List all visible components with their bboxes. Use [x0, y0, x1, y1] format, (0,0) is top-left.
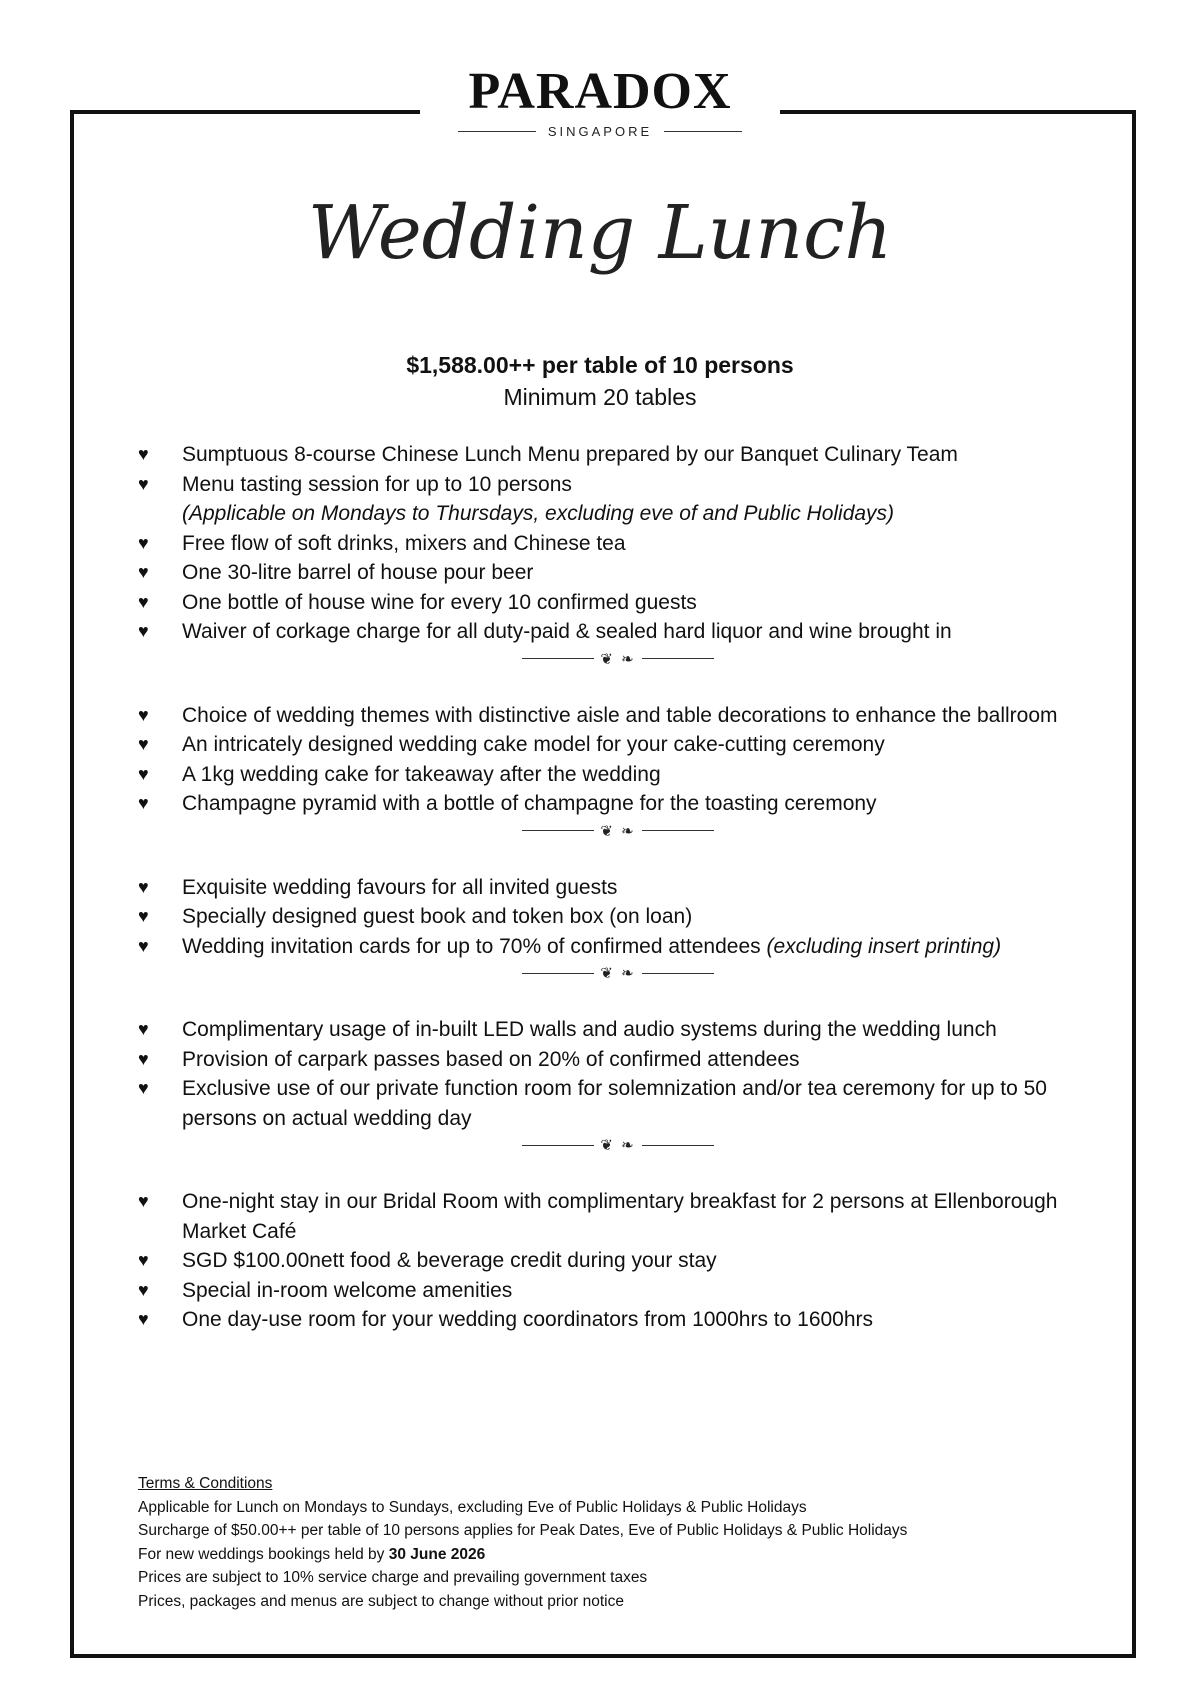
list-item-text: Choice of wedding themes with distinctive aisle and table decorations to enhance the ballroom [182, 703, 1058, 727]
list-item-text: Sumptuous 8-course Chinese Lunch Menu prepared by our Banquet Culinary Team [182, 443, 958, 466]
divider-rule [522, 973, 594, 974]
heart-bullet-icon: ♥ [138, 704, 149, 725]
list-item [138, 1187, 1098, 1246]
divider-rule [642, 658, 714, 659]
brand-logo [420, 62, 780, 139]
list-item [138, 470, 1098, 529]
list-item-text: Provision of carpark passes based on 20% of confirmed attendees [182, 1047, 800, 1071]
list-item [138, 760, 1098, 790]
list-item-text: One day-use room for your wedding coordinators from 1000hrs to 1600hrs [182, 1308, 874, 1331]
flourish-icon: ❦ ❧ [600, 1137, 636, 1154]
list-item [138, 558, 1098, 588]
brand-rule-left [458, 131, 536, 132]
section-gap [138, 843, 1098, 873]
ornament-divider [138, 647, 1098, 671]
ornament-divider [138, 1133, 1098, 1157]
terms-heading: Terms & Conditions [138, 1475, 273, 1492]
list-item-text: Complimentary usage of in-built LED walls and audio systems during the wedding lunch [182, 1018, 997, 1041]
section-gap [138, 985, 1098, 1015]
heart-bullet-icon: ♥ [138, 876, 149, 897]
list-item-text: Waiver of corkage charge for all duty-paid & sealed hard liquor and wine brought in [182, 620, 952, 643]
list-item-text: Champagne pyramid with a bottle of champagne for the toasting ceremony [182, 792, 877, 815]
inclusions-section [138, 873, 1098, 962]
terms-line [138, 1543, 1038, 1567]
list-item-text: One bottle of house wine for every 10 confirmed guests [182, 590, 697, 614]
heart-bullet-icon: ♥ [138, 1309, 149, 1329]
section-gap [138, 671, 1098, 701]
terms-line: Prices are subject to 10% service charge and prevailing government taxes [138, 1569, 648, 1586]
list-item-text: A 1kg wedding cake for takeaway after the wedding [182, 762, 661, 786]
terms-booking-prefix: For new weddings bookings held by [138, 1545, 389, 1563]
minimum-tables: Minimum 20 tables [503, 384, 697, 410]
list-item-text: Wedding invitation cards for up to 70% of confirmed attendees [182, 934, 767, 958]
inclusions-section [138, 701, 1098, 819]
divider-rule [642, 973, 714, 974]
flourish-icon: ❦ ❧ [600, 650, 636, 668]
list-item-text: Exquisite wedding favours for all invited guests [182, 875, 618, 899]
heart-bullet-icon: ♥ [138, 793, 149, 813]
divider-rule [642, 830, 714, 831]
list-item [138, 1276, 1098, 1306]
list-item-text: Menu tasting session for up to 10 persons [182, 472, 572, 496]
brand-rule-right [664, 131, 742, 132]
list-item [138, 789, 1098, 819]
list-item [138, 873, 1098, 903]
brand-subline [420, 124, 780, 139]
list-item [138, 1074, 1098, 1133]
list-item [138, 1015, 1098, 1045]
heart-bullet-icon: ♥ [138, 562, 149, 582]
heart-bullet-icon: ♥ [138, 444, 149, 464]
list-item-note: (Applicable on Mondays to Thursdays, excluding eve of and Public Holidays) [182, 502, 895, 525]
page-title: Wedding Lunch [307, 190, 893, 276]
inclusions-items [138, 1015, 1098, 1133]
package-price: $1,588.00++ per table of 10 persons [406, 352, 794, 378]
list-item-text: One-night stay in our Bridal Room with complimentary breakfast for 2 persons at Ellenborough Market Café [182, 1190, 1058, 1243]
list-item [138, 617, 1098, 647]
inclusions-list [138, 440, 1098, 1335]
list-item [138, 529, 1098, 559]
inclusions-items [138, 701, 1098, 819]
heart-bullet-icon: ♥ [138, 1078, 149, 1098]
terms-booking-date: 30 June 2026 [388, 1545, 486, 1563]
heart-bullet-icon: ♥ [138, 532, 149, 553]
list-item-note: (excluding insert printing) [766, 934, 1002, 958]
section-gap [138, 1157, 1098, 1187]
heart-bullet-icon: ♥ [138, 935, 149, 956]
heart-bullet-icon: ♥ [138, 473, 149, 494]
flourish-icon: ❦ ❧ [600, 965, 636, 982]
list-item [138, 730, 1098, 760]
heart-bullet-icon: ♥ [138, 1250, 149, 1270]
heart-bullet-icon: ♥ [138, 1019, 149, 1039]
list-item [138, 588, 1098, 618]
heart-bullet-icon: ♥ [138, 734, 149, 754]
list-item [138, 932, 1098, 962]
inclusions-section [138, 1015, 1098, 1133]
list-item [138, 902, 1098, 932]
divider-rule [642, 1145, 714, 1146]
list-item [138, 1305, 1098, 1335]
list-item-text: One 30-litre barrel of house pour beer [182, 561, 534, 584]
list-item-text: SGD $100.00nett food & beverage credit during your stay [182, 1249, 717, 1272]
list-item-text: An intricately designed wedding cake model for your cake-cutting ceremony [182, 733, 885, 756]
list-item-text: Exclusive use of our private function room for solemnization and/or tea ceremony for up to 50 persons on actual wedding day [182, 1077, 1047, 1130]
divider-rule [522, 658, 594, 659]
list-item-text: Special in-room welcome amenities [182, 1278, 513, 1302]
terms-line: Surcharge of $50.00++ per table of 10 persons applies for Peak Dates, Eve of Public Holidays & Public Holidays [138, 1522, 908, 1539]
heart-bullet-icon: ♥ [138, 1279, 149, 1300]
ornament-divider [138, 819, 1098, 843]
flourish-icon: ❦ ❧ [600, 822, 636, 840]
inclusions-section [138, 1187, 1098, 1335]
divider-rule [522, 1145, 594, 1146]
inclusions-items [138, 873, 1098, 962]
heart-bullet-icon: ♥ [138, 1191, 149, 1211]
terms-line: Applicable for Lunch on Mondays to Sundays, excluding Eve of Public Holidays & Public Holidays [138, 1498, 807, 1516]
inclusions-items [138, 440, 1098, 647]
inclusions-section [138, 440, 1098, 647]
heart-bullet-icon: ♥ [138, 763, 149, 784]
terms-and-conditions [138, 1472, 1038, 1613]
brand-location: SINGAPORE [547, 124, 653, 139]
list-item [138, 440, 1098, 470]
heart-bullet-icon: ♥ [138, 906, 149, 926]
ornament-divider [138, 961, 1098, 985]
list-item-text: Specially designed guest book and token box (on loan) [182, 905, 693, 928]
heart-bullet-icon: ♥ [138, 591, 149, 612]
divider-rule [522, 830, 594, 831]
list-item-text: Free flow of soft drinks, mixers and Chinese tea [182, 531, 626, 555]
inclusions-items [138, 1187, 1098, 1335]
list-item [138, 701, 1098, 731]
list-item [138, 1246, 1098, 1276]
list-item [138, 1045, 1098, 1075]
brand-name: PARADOX [468, 63, 732, 120]
terms-line: Prices, packages and menus are subject to change without prior notice [138, 1592, 624, 1610]
heart-bullet-icon: ♥ [138, 1048, 149, 1069]
heart-bullet-icon: ♥ [138, 621, 149, 641]
